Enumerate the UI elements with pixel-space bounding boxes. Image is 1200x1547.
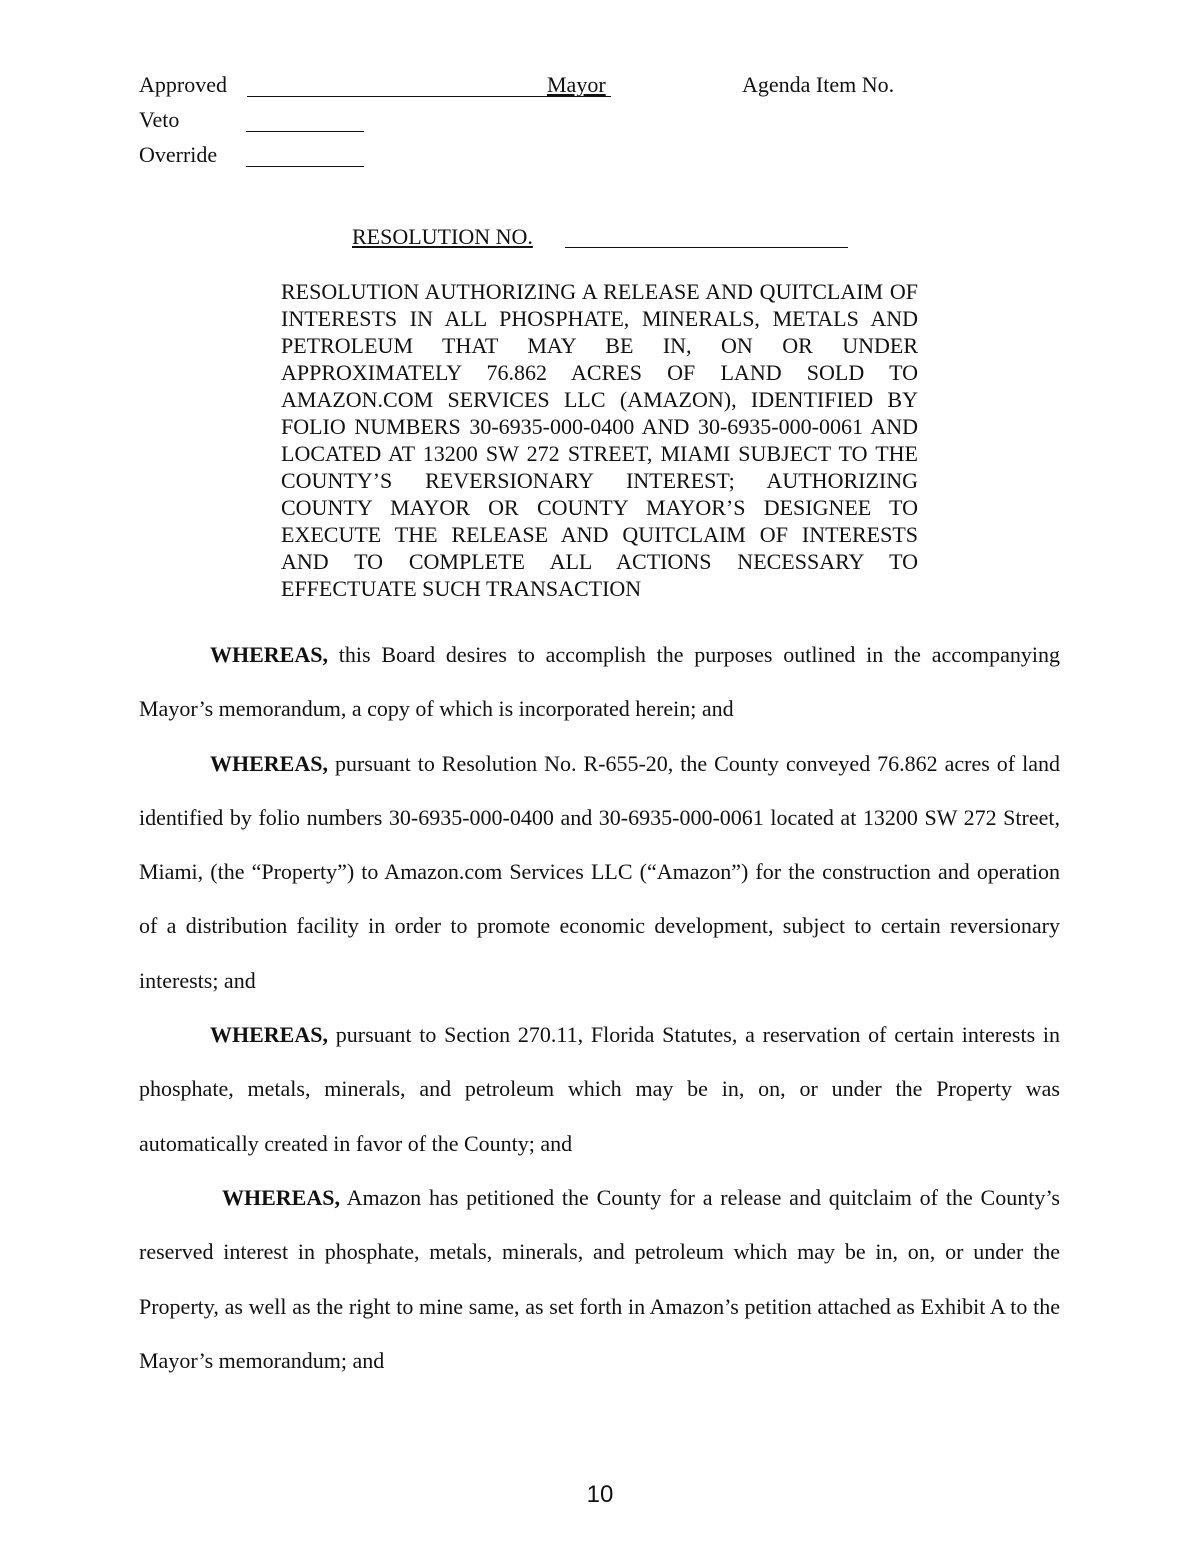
resolution-title: RESOLUTION AUTHORIZING A RELEASE AND QUITCLAIM OF INTERESTS IN ALL PHOSPHATE, MINERALS, METALS AND PETROLEUM THAT MAY BE IN, ON OR UNDER APPROXIMATELY 76.862 ACRES OF LAND SOLD TO AMAZON.COM SERVICES LLC (AMAZON), IDENTIFIED BY FOLIO NUMBERS 30-6935-000-0400 AND 30-6935-000-0061 AND LOCATED AT 13200 SW 272 STREET, MIAMI SUBJECT TO THE COUNTY’S REVERSIONARY INTEREST; AUTHORIZING COUNTY MAYOR OR COUNTY MAYOR’S DESIGNEE TO EXECUTE THE RELEASE AND QUITCLAIM OF INTERESTS AND TO COMPLETE ALL ACTIONS NECESSARY TO EFFECTUATE SUCH TRANSACTION xyxy=(281,279,918,601)
whereas-text: pursuant to Resolution No. R-655-20, the County conveyed 76.862 acres of land identified by folio numbers 30-6935-000-0400 and 30-6935-000-0061 located at 13200 SW 272 Street, Miami, (the “Property”) to Amazon.com Services LLC (“Amazon”) for the construction and operation of a distribution facility in order to promote economic development, subject to certain reversionary interests; and xyxy=(139,750,1060,993)
whereas-text: this Board desires to accomplish the purposes outlined in the accompanying Mayor’s memorandum, a copy of which is incorporated herein; and xyxy=(139,642,1060,722)
whereas-clauses xyxy=(139,628,1060,1388)
agenda-item-label: Agenda Item No. xyxy=(742,72,895,97)
override-signature-line xyxy=(246,166,364,167)
resolution-number-line xyxy=(565,247,848,248)
whereas-paragraph xyxy=(139,1171,1060,1388)
whereas-paragraph xyxy=(139,628,1060,737)
whereas-text: Amazon has petitioned the County for a release and quitclaim of the County’s reserved interest in phosphate, metals, minerals, and petroleum which may be in, on, or under the Property, as well as the right to mine same, as set forth in Amazon’s petition attached as Exhibit A to the Mayor’s memorandum; and xyxy=(139,1184,1060,1373)
veto-label: Veto xyxy=(139,107,180,132)
veto-signature-line xyxy=(246,131,364,132)
whereas-paragraph xyxy=(139,1008,1060,1171)
whereas-lead: WHEREAS, xyxy=(210,750,328,776)
whereas-lead: WHEREAS, xyxy=(210,1022,328,1048)
whereas-lead: WHEREAS, xyxy=(222,1184,340,1210)
whereas-text: pursuant to Section 270.11, Florida Statutes, a reservation of certain interests in phosphate, metals, minerals, and petroleum which may be in, on, or under the Property was automatically created in favor of the County; and xyxy=(139,1022,1060,1156)
resolution-number-label: RESOLUTION NO. xyxy=(352,224,533,249)
whereas-lead: WHEREAS, xyxy=(210,642,328,667)
page-number: 10 xyxy=(586,1481,614,1508)
approved-label: Approved xyxy=(139,72,227,97)
override-label: Override xyxy=(139,142,218,167)
whereas-paragraph xyxy=(139,737,1060,1008)
mayor-label: Mayor xyxy=(547,72,606,97)
